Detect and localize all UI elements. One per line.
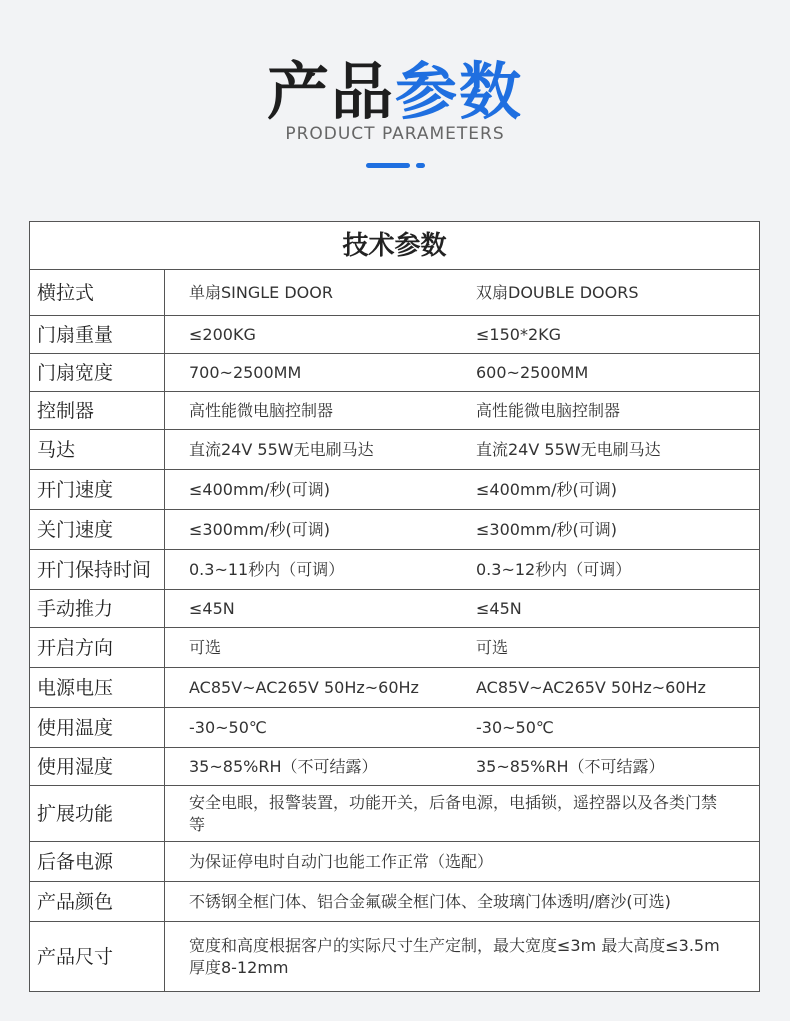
double-door-value: ≤300mm/秒(可调) — [476, 519, 617, 539]
single-door-value: 可选 — [189, 637, 222, 657]
table-row — [30, 708, 759, 748]
row-label: 门扇重量 — [30, 316, 165, 353]
double-door-value: 高性能微电脑控制器 — [476, 400, 621, 420]
row-label: 使用湿度 — [30, 748, 165, 785]
row-label: 门扇宽度 — [30, 354, 165, 391]
spec-table — [29, 221, 760, 992]
double-door-value: 直流24V 55W无电刷马达 — [476, 439, 661, 459]
table-row — [30, 842, 759, 882]
double-door-value: ≤400mm/秒(可调) — [476, 479, 617, 499]
row-value: 为保证停电时自动门也能工作正常（选配） — [189, 851, 494, 871]
table-row — [30, 922, 759, 991]
double-door-value: 600~2500MM — [476, 362, 589, 382]
row-label: 横拉式 — [30, 270, 165, 315]
single-door-value: ≤200KG — [189, 324, 256, 344]
row-label: 控制器 — [30, 392, 165, 429]
table-row — [30, 316, 759, 354]
double-door-value: 35~85%RH（不可结露） — [476, 756, 665, 776]
table-row — [30, 590, 759, 628]
table-row — [30, 430, 759, 470]
double-door-value: ≤150*2KG — [476, 324, 562, 344]
table-row — [30, 510, 759, 550]
page-subtitle: PRODUCT PARAMETERS — [285, 124, 505, 144]
table-row — [30, 354, 759, 392]
table-row — [30, 748, 759, 786]
row-value: 不锈钢全框门体、铝合金氟碳全框门体、全玻璃门体透明/磨沙(可选) — [189, 891, 671, 911]
double-door-value: -30~50℃ — [476, 717, 554, 737]
double-door-value: AC85V~AC265V 50Hz~60Hz — [476, 677, 706, 697]
accent-bar-short — [416, 163, 425, 168]
row-label: 产品尺寸 — [30, 922, 165, 991]
single-door-value: ≤300mm/秒(可调) — [189, 519, 330, 539]
single-door-value: 直流24V 55W无电刷马达 — [189, 439, 374, 459]
row-label: 关门速度 — [30, 510, 165, 549]
table-row — [30, 270, 759, 316]
row-label: 电源电压 — [30, 668, 165, 707]
page-title — [0, 52, 790, 132]
single-door-value: ≤400mm/秒(可调) — [189, 479, 330, 499]
table-row — [30, 786, 759, 842]
page-header — [0, 0, 790, 220]
row-label: 后备电源 — [30, 842, 165, 881]
row-label: 使用温度 — [30, 708, 165, 747]
title-dark-part: 产品 — [266, 55, 395, 128]
row-label: 开门保持时间 — [30, 550, 165, 589]
spec-table-title: 技术参数 — [30, 222, 759, 270]
row-label: 开启方向 — [30, 628, 165, 667]
double-door-value: 可选 — [476, 637, 509, 657]
single-door-value: AC85V~AC265V 50Hz~60Hz — [189, 677, 419, 697]
row-label: 扩展功能 — [30, 786, 165, 841]
double-door-value: ≤45N — [476, 598, 522, 618]
single-door-value: ≤45N — [189, 598, 235, 618]
single-door-value: 单扇SINGLE DOOR — [189, 282, 333, 302]
row-value: 安全电眼，报警装置，功能开关，后备电源，电插锁，遥控器以及各类门禁等 — [189, 792, 718, 834]
double-door-value: 0.3~12秒内（可调） — [476, 559, 632, 579]
single-door-value: 35~85%RH（不可结露） — [189, 756, 378, 776]
table-row — [30, 470, 759, 510]
single-door-value: 700~2500MM — [189, 362, 302, 382]
single-door-value: 高性能微电脑控制器 — [189, 400, 334, 420]
row-label: 产品颜色 — [30, 882, 165, 921]
row-value: 宽度和高度根据客户的实际尺寸生产定制，最大宽度≤3m 最大高度≤3.5m厚度8-12mm — [189, 935, 720, 977]
single-door-value: 0.3~11秒内（可调） — [189, 559, 345, 579]
row-label: 马达 — [30, 430, 165, 469]
title-blue-part: 参数 — [395, 55, 524, 128]
table-row — [30, 882, 759, 922]
double-door-value: 双扇DOUBLE DOORS — [476, 282, 639, 302]
table-row — [30, 628, 759, 668]
single-door-value: -30~50℃ — [189, 717, 267, 737]
row-label: 开门速度 — [30, 470, 165, 509]
table-row — [30, 668, 759, 708]
row-label: 手动推力 — [30, 590, 165, 627]
table-row — [30, 392, 759, 430]
table-row — [30, 550, 759, 590]
accent-bar-long — [366, 163, 410, 168]
